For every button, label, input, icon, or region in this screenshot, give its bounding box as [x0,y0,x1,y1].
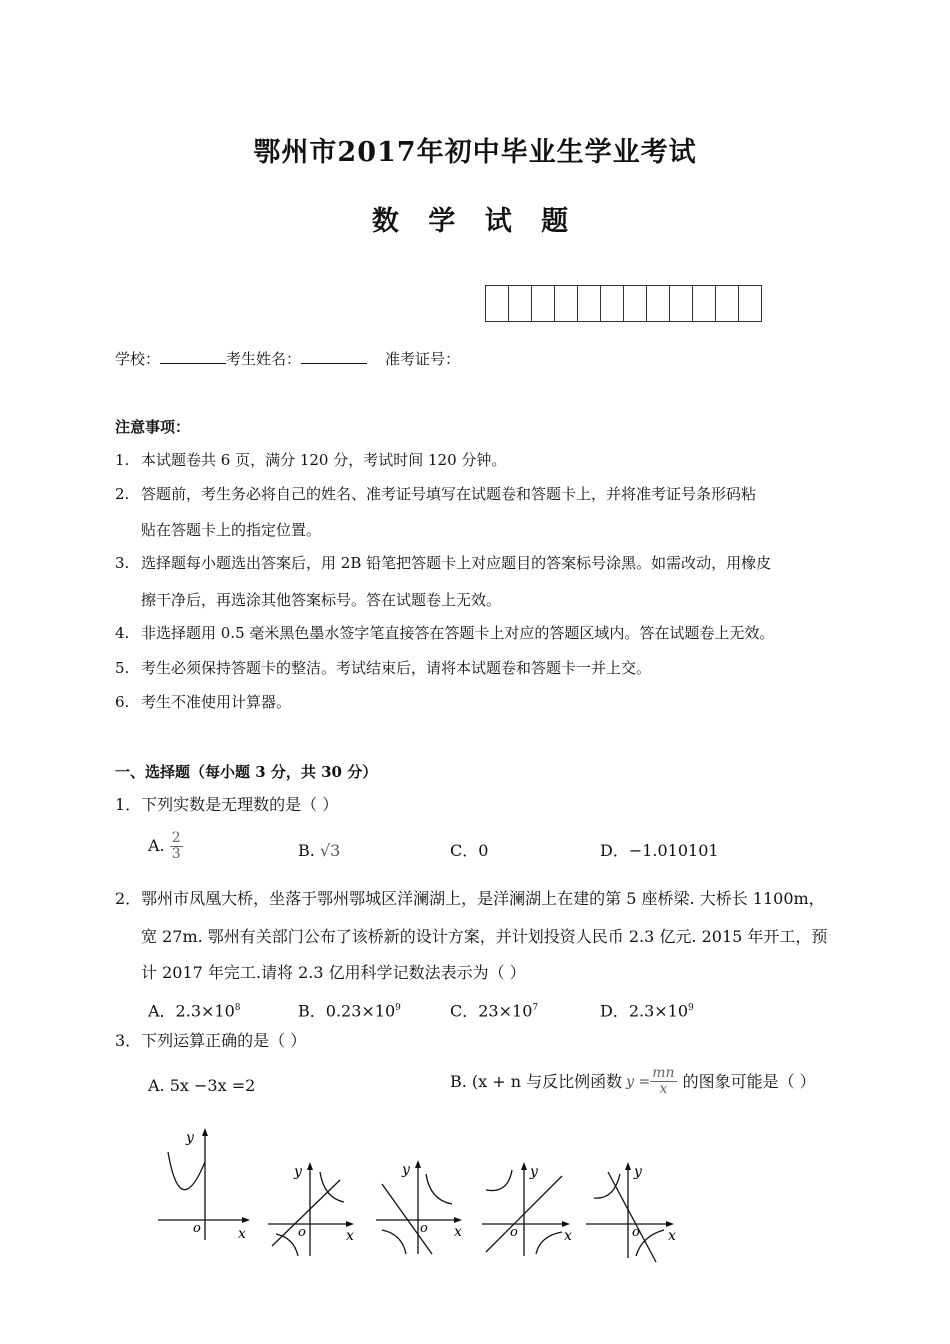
x-label: x [346,1228,354,1244]
student-info-row [115,349,460,369]
x-axis-arrow [454,1217,462,1223]
q2-option-c[interactable] [450,998,538,1021]
school-field[interactable] [160,349,226,364]
graph-3 [372,1156,472,1256]
graph-1 [150,1122,260,1244]
notice-num: 2. [115,485,130,503]
id-digit-box[interactable] [647,286,670,321]
notice-text: 考生不准使用计算器。 [141,693,292,711]
origin-label: o [298,1225,306,1240]
q2-option-a[interactable] [148,998,241,1021]
q2-option-b[interactable] [298,998,401,1021]
id-digit-box[interactable] [486,286,509,321]
option-text: 的图象可能是（ ） [682,1071,816,1091]
fraction [650,1066,676,1097]
hyperbola-branch [382,1230,406,1254]
notice-item [115,484,756,504]
q1-option-b[interactable] [298,841,340,861]
id-label: 准考证号： [385,350,461,368]
notice-num: 5. [115,659,130,677]
linear-line [382,1184,432,1254]
y-axis-arrow [307,1162,313,1170]
notice-item [115,450,506,470]
y-axis-arrow [521,1162,527,1170]
page-subtitle: 数 学 试 题 [371,206,579,237]
hyperbola-branch [486,1170,512,1191]
question-2-line: 计 2017 年完工.请将 2.3 亿用科学记数法表示为（ ） [141,963,526,982]
notice-num: 6. [115,693,130,711]
x-label: x [454,1224,462,1240]
notice-item [115,553,771,573]
id-digit-box[interactable] [509,286,532,321]
origin-label: o [420,1221,428,1236]
question-3-stem: 3．下列运算正确的是（ ） [115,1031,307,1050]
graph-5 [582,1158,687,1264]
y-label: y [186,1130,194,1146]
y-axis-arrow [202,1128,208,1136]
question-1-stem: 1．下列实数是无理数的是（ ） [115,795,339,814]
id-digit-box[interactable] [624,286,647,321]
y-label: y [402,1162,410,1178]
notice-text: 选择题每小题选出答案后，用 2B 铅笔把答题卡上对应题目的答案标号涂黑。如需改动，用橡皮 [141,554,772,572]
notice-item [115,658,651,678]
option-exp: 9 [395,1003,401,1013]
id-digit-box[interactable] [670,286,693,321]
origin-label: o [510,1225,518,1240]
notice-text: 考生必须保持答题卡的整洁。考试结束后，请将本试题卷和答题卡一并上交。 [141,659,652,677]
function-y: y = [626,1073,651,1090]
notice-text: 非选择题用 0.5 毫米黑色墨水签字笔直接答在答题卡上对应的答题区域内。答在试题卷上无效。 [141,624,775,642]
id-digit-box[interactable] [601,286,624,321]
fraction [170,831,183,862]
page-title: 鄂州市2017年初中毕业生学业考试 [253,137,697,168]
y-label: y [634,1164,642,1180]
option-exp: 8 [234,1003,241,1013]
graph-2 [262,1158,367,1258]
id-digit-box[interactable] [739,286,761,321]
hyperbola-branch [594,1174,620,1198]
option-base: D．2.3×10 [600,1001,689,1021]
notice-num: 3. [115,554,130,572]
y-axis-arrow [415,1160,421,1168]
q3-option-a[interactable]: A. 5x −3x =2 [148,1076,256,1095]
origin-label: o [632,1225,640,1240]
id-digit-box[interactable] [532,286,555,321]
notice-num: 4. [115,624,130,642]
notice-item [115,692,291,712]
name-label: 考生姓名： [226,350,302,368]
x-axis-arrow [562,1221,570,1227]
denominator: x [659,1081,668,1097]
option-base: C．23×10 [450,1001,533,1021]
notice-item [115,623,774,643]
option-exp: 9 [688,1003,694,1013]
notice-num: 1. [115,451,130,469]
denominator: 3 [171,846,181,862]
q1-option-d[interactable]: D．−1.010101 [600,841,719,860]
x-label: x [238,1226,246,1242]
notice-text: 答题前，考生务必将自己的姓名、准考证号填写在试题卷和答题卡上，并将准考证号条形码粘 [141,485,757,503]
question-2-line: 宽 27m. 鄂州有关部门公布了该桥新的设计方案，并计划投资人民币 2.3 亿元. 2015 年开工，预 [141,927,828,946]
parabola-curve [168,1152,205,1190]
notice-continuation: 贴在答题卡上的指定位置。 [141,521,322,539]
y-axis-arrow [625,1162,631,1170]
q1-option-c[interactable]: C．0 [450,841,489,860]
question-2-line: 2．鄂州市凤凰大桥，坐落于鄂州鄂城区洋澜湖上，是洋澜湖上在建的第 5 座桥梁. 大桥长 1100m， [115,889,825,908]
id-digit-box[interactable] [693,286,716,321]
hyperbola-branch [426,1174,452,1204]
graph-4 [478,1158,583,1258]
q2-option-d[interactable] [600,998,694,1021]
notice-heading: 注意事项： [115,418,191,436]
name-field[interactable] [301,349,367,364]
q3-option-b[interactable] [450,1066,816,1097]
x-axis-arrow [242,1217,250,1223]
q1-option-a[interactable] [148,831,183,862]
option-label: B. [298,841,315,860]
school-label: 学校： [115,350,161,368]
exam-id-boxes[interactable] [485,285,762,322]
origin-label: o [193,1221,201,1236]
x-axis-arrow [666,1221,674,1227]
y-label: y [530,1164,538,1180]
section-heading: 一、选择题（每小题 3 分，共 30 分） [115,763,378,781]
sqrt-value: √3 [319,841,341,860]
hyperbola-branch [276,1234,298,1256]
notice-continuation: 擦干净后，再选涂其他答案标号。答在试题卷上无效。 [141,591,502,609]
x-axis-arrow [346,1221,354,1227]
id-digit-box[interactable] [578,286,601,321]
x-label: x [668,1228,676,1244]
linear-line [608,1172,656,1262]
option-text: B. (x + n 与反比例函数 [450,1071,623,1091]
y-label: y [294,1164,302,1180]
notice-text: 本试题卷共 6 页，满分 120 分，考试时间 120 分钟。 [141,451,507,469]
id-digit-box[interactable] [555,286,578,321]
hyperbola-branch [536,1232,562,1254]
numerator: 2 [171,830,181,846]
option-base: A．2.3×10 [148,1001,235,1021]
x-label: x [564,1228,572,1244]
option-exp: 7 [532,1003,539,1013]
id-digit-box[interactable] [716,286,739,321]
option-base: B．0.23×10 [298,1001,396,1021]
option-label: A. [148,836,165,855]
numerator: mn [652,1065,675,1081]
